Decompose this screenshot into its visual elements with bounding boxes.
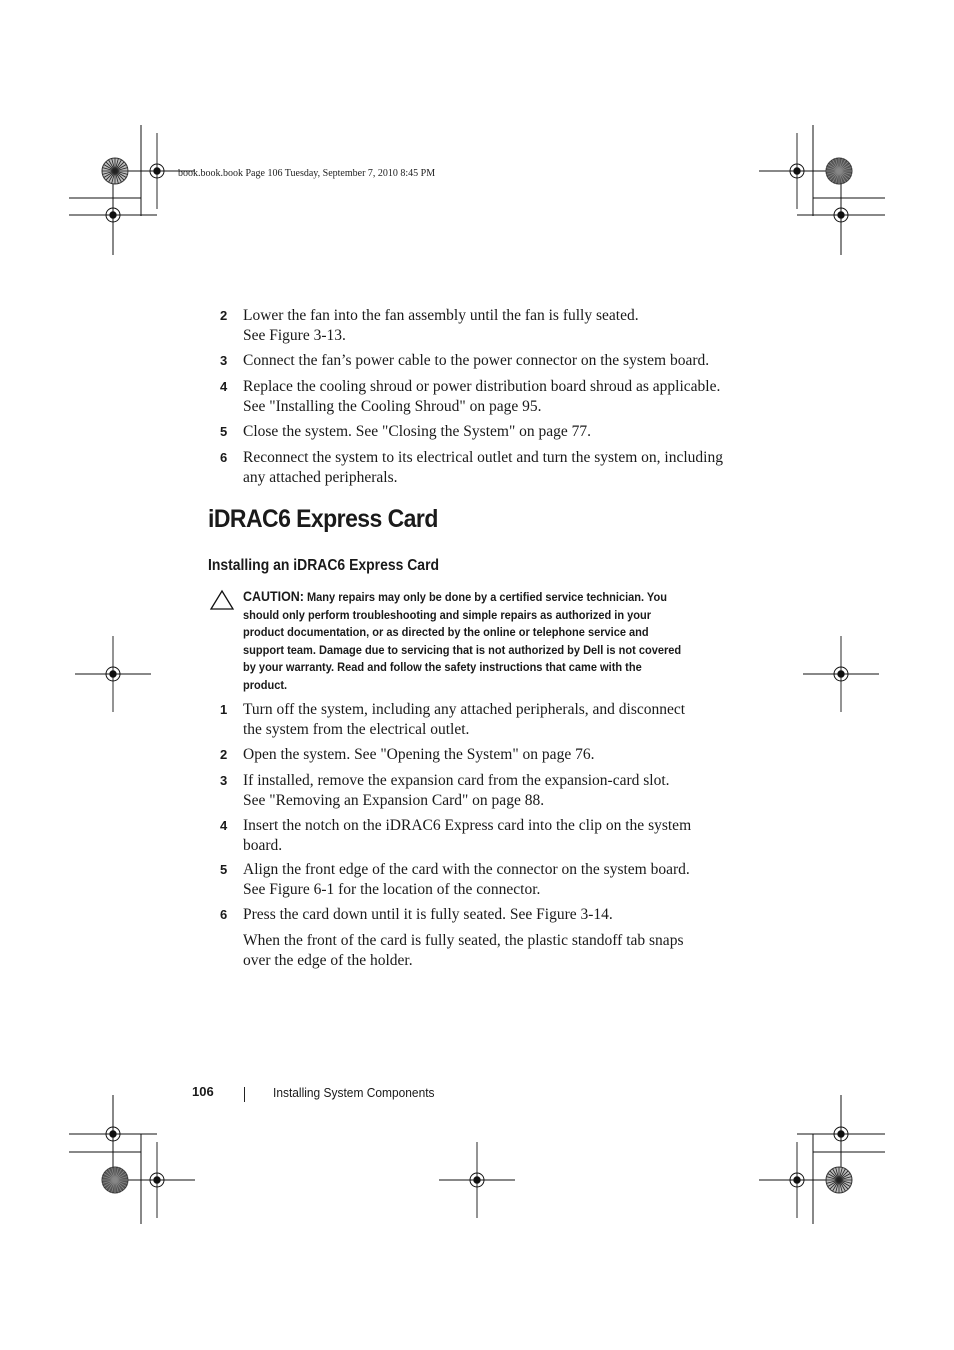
step-text (243, 860, 743, 899)
step-line: See "Installing the Cooling Shroud" on page 95. (243, 397, 542, 415)
caution-line-0: Many repairs may only be done by a certified service technician. You (306, 590, 667, 604)
registration-mark-icon (439, 1142, 515, 1218)
registration-mark-icon (119, 1142, 195, 1218)
step-text (243, 351, 743, 371)
registration-mark-icon (803, 636, 879, 712)
step-line: Replace the cooling shroud or power distribution board shroud as applicable. (243, 378, 721, 395)
step-number: 4 (220, 818, 228, 833)
star-target-icon (826, 1167, 852, 1193)
step-number: 2 (220, 308, 228, 323)
step-text (243, 816, 743, 855)
step-text (243, 448, 743, 487)
step-line: Lower the fan into the fan assembly until the fan is fully seated. (243, 307, 639, 324)
registration-mark-icon (75, 177, 151, 253)
followup-paragraph (243, 931, 743, 970)
section-title: iDRAC6 Express Card (208, 505, 438, 533)
step-number: 6 (220, 450, 228, 465)
step-number: 5 (220, 424, 228, 439)
step-text (243, 745, 743, 765)
registration-mark-icon (75, 1096, 151, 1172)
caution-line-4: by your warranty. Read and follow the safety instructions that came with the (243, 660, 642, 675)
step-number: 3 (220, 353, 228, 368)
followup-line-0: When the front of the card is fully seated, the plastic standoff tab snaps (243, 932, 684, 949)
caution-icon (209, 589, 235, 611)
step-line: If installed, remove the expansion card from the expansion-card slot. (243, 772, 670, 789)
step-line: See Figure 3-13. (243, 326, 346, 344)
step-line: the system from the electrical outlet. (243, 720, 470, 738)
step-line: Close the system. See "Closing the System" on page 77. (243, 423, 592, 440)
step-line: Connect the fan’s power cable to the power connector on the system board. (243, 352, 710, 369)
step-line: See Figure 6-1 for the location of the connector. (243, 880, 541, 898)
caution-line-5: product. (243, 677, 288, 692)
star-target-icon (826, 158, 852, 184)
step-line: Turn off the system, including any attached peripherals, and disconnect (243, 701, 686, 718)
registration-mark-icon (803, 1096, 879, 1172)
caution-line-3: support team. Damage due to servicing that is not authorized by Dell is not covered (243, 642, 682, 657)
subsection-title: Installing an iDRAC6 Express Card (208, 557, 440, 574)
step-line: Open the system. See "Opening the System" on page 76. (243, 746, 595, 763)
star-target-icon (102, 158, 128, 184)
step-line: board. (243, 836, 283, 854)
step-text (243, 700, 743, 739)
registration-mark-icon (803, 177, 879, 253)
page-number: 106 (192, 1084, 214, 1099)
registration-mark-icon (759, 1142, 835, 1218)
printer-slug: book.book.book Page 106 Tuesday, September 7, 2010 8:45 PM (178, 168, 436, 179)
step-number: 6 (220, 907, 228, 922)
step-text (243, 306, 743, 345)
footer-divider (244, 1087, 245, 1102)
step-number: 2 (220, 747, 228, 762)
step-text (243, 771, 743, 810)
followup-line-1: over the edge of the holder. (243, 951, 413, 969)
step-number: 5 (220, 862, 228, 877)
step-line: See "Removing an Expansion Card" on page 88. (243, 791, 545, 809)
caution-label: CAUTION: (243, 588, 304, 604)
step-line: Press the card down until it is fully seated. See Figure 3-14. (243, 906, 613, 923)
step-line: Reconnect the system to its electrical outlet and turn the system on, including (243, 449, 723, 466)
caution-line-2: product documentation, or as directed by the online or telephone service and (243, 625, 649, 640)
step-text (243, 905, 743, 925)
caution-line-1: should only perform troubleshooting and simple repairs as authorized in your (243, 607, 652, 622)
step-line: Align the front edge of the card with the connector on the system board. (243, 861, 690, 878)
footer-section-title: Installing System Components (273, 1085, 435, 1100)
step-number: 1 (220, 702, 228, 717)
caution-note (243, 588, 724, 695)
registration-mark-icon (75, 636, 151, 712)
star-target-icon (102, 1167, 128, 1193)
step-text (243, 422, 743, 442)
step-line: Insert the notch on the iDRAC6 Express card into the clip on the system (243, 817, 692, 834)
step-text (243, 377, 743, 416)
step-number: 4 (220, 379, 228, 394)
step-number: 3 (220, 773, 228, 788)
step-line: any attached peripherals. (243, 468, 398, 486)
